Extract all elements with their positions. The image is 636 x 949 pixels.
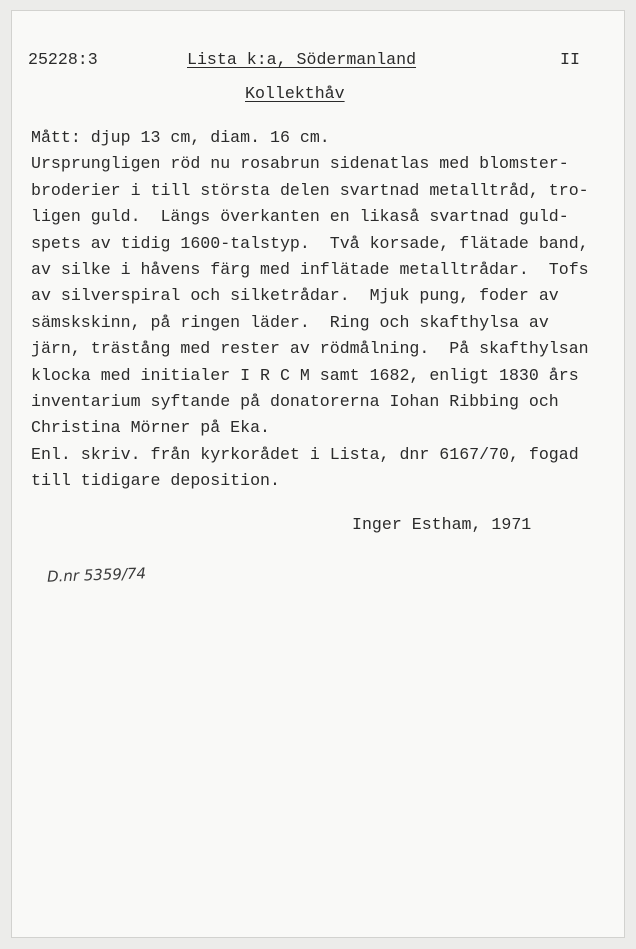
item-title: Kollekthåv <box>245 84 345 103</box>
description-line: Enl. skriv. från kyrkorådet i Lista, dnr 6167/70, fogad <box>31 444 579 464</box>
description-text <box>31 125 621 494</box>
description-line: Ursprungligen röd nu rosabrun sidenatlas med blomster- <box>31 154 569 174</box>
description-line: Mått: djup 13 cm, diam. 16 cm. <box>31 128 330 147</box>
description-line: inventarium syftande på donatorerna Iohan Ribbing och <box>31 391 559 411</box>
catalog-number: 25228:3 <box>28 50 98 69</box>
description-line: spets av tidig 1600-talstyp. Två korsade, flätade band, <box>31 233 589 253</box>
description-line: broderier i till största delen svartnad metalltråd, tro- <box>31 180 589 200</box>
description-line: klocka med initialer I R C M samt 1682, enligt 1830 års <box>31 365 579 385</box>
volume-number: II <box>560 50 580 69</box>
description-line: av silverspiral och silketrådar. Mjuk pung, foder av <box>31 286 559 306</box>
description-line: järn, trästång med rester av rödmålning. På skafthylsan <box>31 339 589 359</box>
description-line: till tidigare deposition. <box>31 471 280 491</box>
handwritten-note: D.nr 5359/74 <box>46 564 147 586</box>
description-line: Christina Mörner på Eka. <box>31 418 270 438</box>
description-line: sämskskinn, på ringen läder. Ring och skafthylsa av <box>31 312 549 332</box>
location-heading: Lista k:a, Södermanland <box>187 50 417 69</box>
author-signature: Inger Estham, 1971 <box>352 515 532 534</box>
catalog-card <box>11 10 625 938</box>
description-line: ligen guld. Längs överkanten en likaså svartnad guld- <box>31 207 569 227</box>
description-line: av silke i håvens färg med inflätade metalltrådar. Tofs <box>31 259 589 279</box>
